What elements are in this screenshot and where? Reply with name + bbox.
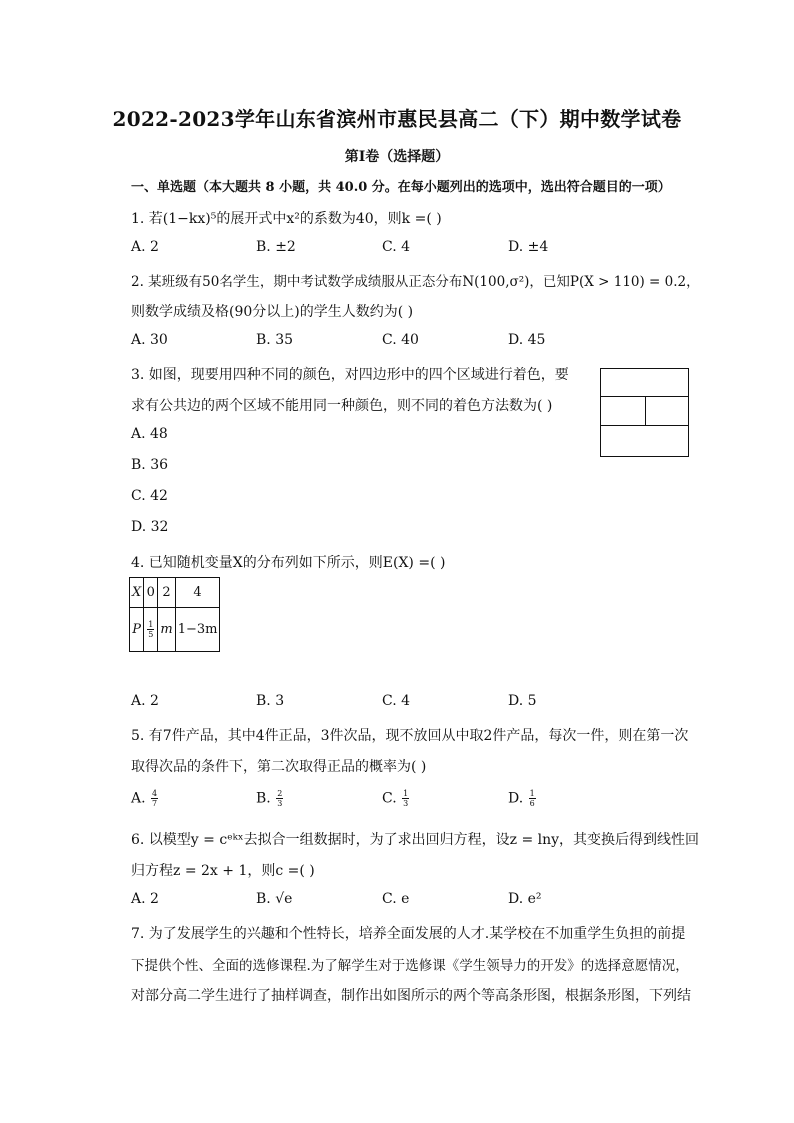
question-3-line-1: 3. 如图，现要用四种不同的颜色，对四边形中的四个区域进行着色，要 bbox=[131, 367, 569, 383]
q4-option-a: A. 2 bbox=[131, 693, 159, 709]
q3-option-b: B. 36 bbox=[131, 457, 169, 473]
question-7-line-3: 对部分高二学生进行了抽样调查，制作出如图所示的两个等高条形图，根据条形图，下列结 bbox=[131, 988, 691, 1004]
table-cell-1-minus-3m: 1−3m bbox=[175, 608, 220, 652]
q4-option-b: B. 3 bbox=[256, 693, 285, 709]
distribution-table bbox=[129, 577, 220, 652]
table-cell-2: 2 bbox=[158, 578, 175, 608]
table-cell-4: 4 bbox=[175, 578, 220, 608]
q6-option-a: A. 2 bbox=[131, 891, 159, 907]
table-header-x: X bbox=[130, 578, 144, 608]
q1-option-b: B. ±2 bbox=[256, 239, 296, 255]
q1-option-d: D. ±4 bbox=[508, 239, 549, 255]
question-6-line-2: 归方程z = 2x + 1，则c =( ) bbox=[131, 863, 315, 879]
table-cell-m: m bbox=[158, 608, 175, 652]
q4-option-c: C. 4 bbox=[382, 693, 411, 709]
table-header-p: P bbox=[130, 608, 144, 652]
part-title: 第I卷（选择题） bbox=[344, 149, 450, 165]
q5-option-d: D. $\frac{1}{6}$ bbox=[508, 789, 535, 808]
q6-option-d: D. e² bbox=[508, 891, 542, 907]
section-heading: 一、单选题（本大题共 8 小题，共 40.0 分。在每小题列出的选项中，选出符合题目的一项） bbox=[131, 180, 671, 195]
question-5-line-1: 5. 有7件产品，其中4件正品，3件次品，现不放回从中取2件产品，每次一件，则在第一次 bbox=[131, 728, 689, 744]
q3-option-a: A. 48 bbox=[131, 426, 168, 442]
question-2-line-2: 则数学成绩及格(90分以上)的学生人数约为( ) bbox=[131, 304, 414, 320]
q5-option-b: B. $\frac{2}{3}$ bbox=[256, 789, 283, 808]
q3-option-d: D. 32 bbox=[131, 519, 169, 535]
q2-option-d: D. 45 bbox=[508, 332, 546, 348]
q6-option-b: B. √e bbox=[256, 891, 293, 907]
q5-option-a: A. $\frac{4}{7}$ bbox=[131, 789, 158, 808]
question-7-line-1: 7. 为了发展学生的兴趣和个性特长，培养全面发展的人才.某学校在不加重学生负担的前提 bbox=[131, 926, 686, 942]
question-6-line-1: 6. 以模型y = cᵉᵏˣ去拟合一组数据时，为了求出回归方程，设z = lny，其变换后得到线性回 bbox=[131, 832, 700, 848]
q5-option-c: C. $\frac{1}{3}$ bbox=[382, 789, 409, 808]
q1-option-c: C. 4 bbox=[382, 239, 411, 255]
question-3-line-2: 求有公共边的两个区域不能用同一种颜色，则不同的着色方法数为( ) bbox=[131, 398, 553, 414]
table-cell-0: 0 bbox=[144, 578, 158, 608]
question-2-line-1: 2. 某班级有50名学生，期中考试数学成绩服从正态分布N(100,σ²)，已知P(X > 110) = 0.2， bbox=[131, 274, 700, 290]
question-1-text: 1. 若(1−kx)⁵的展开式中x²的系数为40，则k =( ) bbox=[131, 211, 442, 227]
question-4-text: 4. 已知随机变量X的分布列如下所示，则E(X) =( ) bbox=[131, 555, 446, 571]
q6-option-c: C. e bbox=[382, 891, 410, 907]
q1-option-a: A. 2 bbox=[131, 239, 159, 255]
q2-option-a: A. 30 bbox=[131, 332, 168, 348]
q2-option-c: C. 40 bbox=[382, 332, 419, 348]
figure-middle-divider bbox=[645, 396, 646, 426]
q4-option-d: D. 5 bbox=[508, 693, 537, 709]
question-7-line-2: 下提供个性、全面的选修课程.为了解学生对于选修课《学生领导力的开发》的选择意愿情况， bbox=[131, 958, 689, 974]
exam-title: 2022-2023学年山东省滨州市惠民县高二（下）期中数学试卷 bbox=[112, 107, 682, 131]
q2-option-b: B. 35 bbox=[256, 332, 294, 348]
q3-option-c: C. 42 bbox=[131, 488, 168, 504]
question-5-line-2: 取得次品的条件下，第二次取得正品的概率为( ) bbox=[131, 759, 427, 775]
table-cell-one-fifth: $\frac{1}{5}$ bbox=[144, 608, 158, 652]
